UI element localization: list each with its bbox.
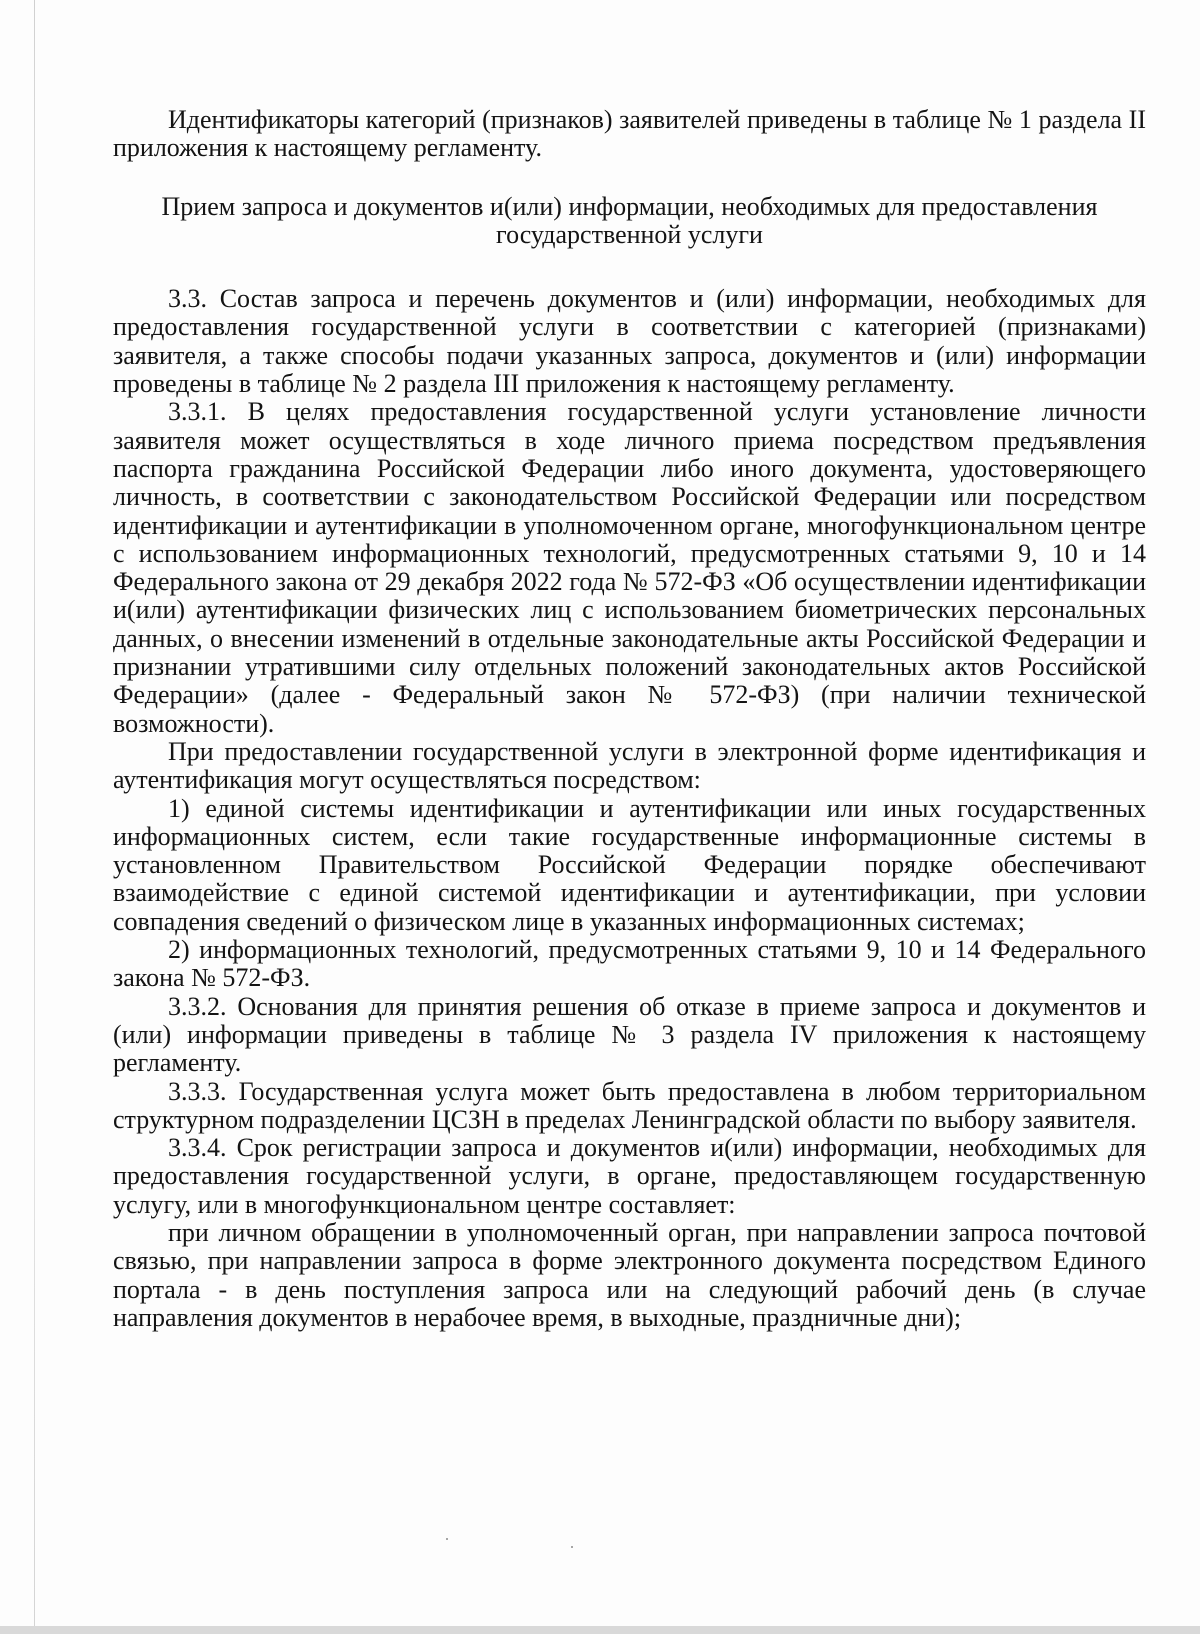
paragraph-3-3-4: 3.3.4. Срок регистрации запроса и документов и(или) информации, необходимых для предоставления государственной услуги, в органе, предоставляющем государственную услугу, или в многофункциональном центре составляет: [113,1133,1146,1219]
paragraph-3-3: 3.3. Состав запроса и перечень документов и (или) информации, необходимых для предоставления государственной услуги в соответствии с категорией (признаками) заявителя, а также способы подачи указанных запроса, документов и (или) информации проведены в таблице № 2 раздела III приложения к настоящему регламенту. [113,284,1146,399]
document-body [113,106,1146,1332]
section-heading: Прием запроса и документов и(или) информации, необходимых для предоставления государственной услуги [161,191,1098,249]
paragraph-personal-appeal: при личном обращении в уполномоченный орган, при направлении запроса почтовой связью, при направлении запроса в форме электронного документа посредством Единого портала - в день поступления запроса или на следующий рабочий день (в случае направления документов в нерабочее время, в выходные, праздничные дни); [113,1217,1146,1332]
scan-edge-line [34,0,35,1634]
intro-paragraph: Идентификаторы категорий (признаков) заявителей приведены в таблице № 1 раздела II приложения к настоящему регламенту. [113,105,1146,163]
paragraph-3-3-2: 3.3.2. Основания для принятия решения об отказе в приеме запроса и документов и (или) информации приведены в таблице № 3 раздела IV приложения к настоящему регламенту. [113,991,1146,1078]
scan-speck [571,1546,573,1548]
list-item-2: 2) информационных технологий, предусмотренных статьями 9, 10 и 14 Федерального закона № 572-ФЗ. [113,935,1146,993]
scan-bottom-edge [0,1626,1200,1634]
list-item-1: 1) единой системы идентификации и аутентификации или иных государственных информационных систем, если такие государственные информационные системы в установленном Правительством Российской Федерации порядке обеспечивают взаимодействие с единой системой идентификации и аутентификации, при условии совпадения сведений о физическом лице в указанных информационных системах; [113,793,1146,936]
paragraph-3-3-1: 3.3.1. В целях предоставления государственной услуги установление личности заявителя может осуществляться в ходе личного приема посредством предъявления паспорта гражданина Российской Федерации либо иного документа, удостоверяющего личность, в соответствии с законодательством Российской Федерации или посредством идентификации и аутентификации в уполномоченном органе, многофункциональном центре с использованием информационных технологий, предусмотренных статьями 9, 10 и 14 Федерального закона от 29 декабря 2022 года № 572-ФЗ «Об осуществлении идентификации и(или) аутентификации физических лиц с использованием биометрических персональных данных, о внесении изменений в отдельные законодательные акты Российской Федерации и признании утратившими силу отдельных положений законодательных актов Российской Федерации» (далее - Федеральный закон № 572-ФЗ) (при наличии технической возможности). [113,397,1146,738]
paragraph-3-3-3: 3.3.3. Государственная услуга может быть предоставлена в любом территориальном структурном подразделении ЦСЗН в пределах Ленинградской области по выбору заявителя. [113,1076,1146,1134]
paragraph-electronic-form: При предоставлении государственной услуги в электронной форме идентификация и аутентификация могут осуществляться посредством: [113,736,1146,795]
scan-speck [446,1538,448,1540]
